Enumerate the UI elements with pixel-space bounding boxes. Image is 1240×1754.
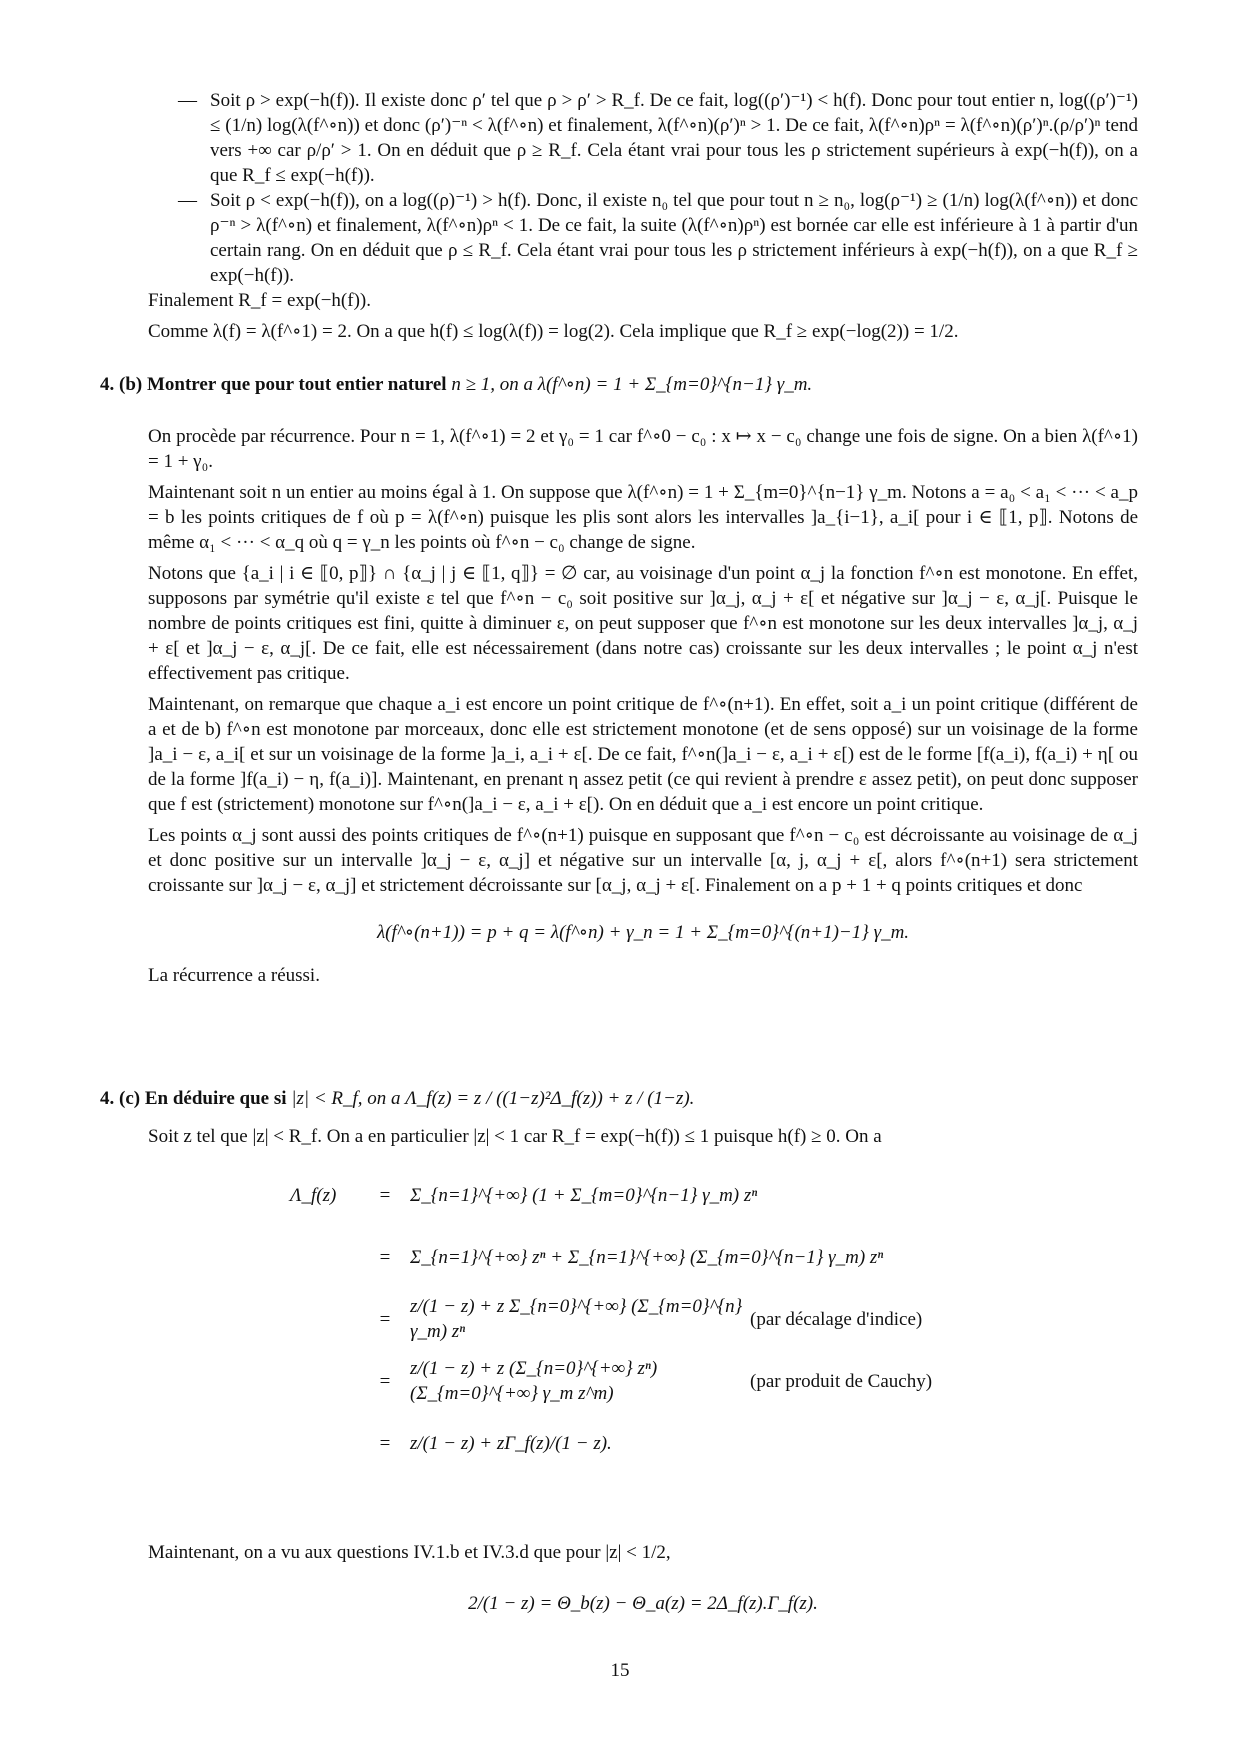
bullet-item-1 — [148, 88, 1138, 188]
equation-row-3 — [290, 1288, 1050, 1350]
equation-row-1 — [290, 1164, 1050, 1226]
bullet-text: Soit ρ > exp(−h(f)). Il existe donc ρ′ tel que ρ > ρ′ > R_f. De ce fait, log((ρ′)⁻¹) < h(f). Donc pour tout entier n, log((ρ′)⁻¹) ≤ (1/n) log(λ(f^∘n)) et donc (ρ′)⁻ⁿ < λ(f^∘n) et finalement, λ(f^∘n)(ρ′)ⁿ > 1. De ce fait, λ(f^∘n)ρⁿ = λ(f^∘n)(ρ′)ⁿ.(ρ/ρ′)ⁿ tend vers +∞ car ρ/ρ′ > 1. On en déduit que ρ ≥ R_f. Cela étant vrai pour tous les ρ strictement supérieurs à exp(−h(f)), on a que R_f ≤ exp(−h(f)). — [210, 90, 1138, 186]
display-equation-c: 2/(1 − z) = Θ_b(z) − Θ_a(z) = 2Δ_f(z).Γ_f(z). — [468, 1593, 818, 1614]
paragraph-b1: On procède par récurrence. Pour n = 1, λ(f^∘1) = 2 et γ₀ = 1 car f^∘0 − c₀ : x ↦ x − c₀ change une fois de signe. On a bien λ(f^∘1) = 1 + γ₀. — [148, 426, 1138, 472]
heading-4c-text: 4. (c) En déduire que si — [100, 1088, 287, 1109]
heading-4b-text: 4. (b) Montrer que pour tout entier naturel — [100, 374, 447, 395]
section-4c-conclusion — [148, 1540, 1138, 1634]
bullet-text: Soit ρ < exp(−h(f)), on a log((ρ)⁻¹) > h(f). Donc, il existe n₀ tel que pour tout n ≥ n₀, log(ρ⁻¹) ≥ (1/n) log(λ(f^∘n)) et donc ρ⁻ⁿ > λ(f^∘n) et finalement, λ(f^∘n)ρⁿ < 1. De ce fait, la suite (λ(f^∘n)ρⁿ) est bornée car elle est inférieure à 1 à partir d'un certain rang. On en déduit que ρ ≤ R_f. Cela étant vrai pour tous les ρ strictement inférieurs à exp(−h(f)), on a que R_f ≥ exp(−h(f)). — [210, 190, 1138, 286]
heading-4b-math: n ≥ 1, on a λ(f^∘n) = 1 + Σ_{m=0}^{n−1} γ_m. — [451, 374, 813, 395]
bullet-item-2 — [148, 188, 1138, 288]
bullet-dash: — — [178, 90, 197, 111]
paragraph-b3: Notons que {a_i | i ∈ ⟦0, p⟧} ∩ {α_j | j ∈ ⟦1, q⟧} = ∅ car, au voisinage d'un point α_j la fonction f^∘n est monotone. En effet, supposons par symétrie qu'il existe ε tel que f^∘n − c₀ soit positive sur ]α_j, α_j + ε[ et négative sur ]α_j − ε, α_j[. Puisque le nombre de points critiques est fini, quitte à diminuer ε, on peut supposer que f^∘n est monotone sur les deux intervalles ]α_j, α_j + ε[ et ]α_j − ε, α_j[. De ce fait, elle est nécessairement (dans notre cas) croissante sur les deux intervalles ; le point α_j n'est effectivement pas critique. — [148, 563, 1138, 684]
aligned-equation — [290, 1164, 1050, 1474]
heading-4c — [100, 1086, 1140, 1111]
equation-note: (par décalage d'indice) — [750, 1308, 923, 1330]
comme-line: Comme λ(f) = λ(f^∘1) = 2. On a que h(f) ≤ log(λ(f)) = log(2). Cela implique que R_f ≥ exp(−log(2)) = 1/2. — [148, 321, 959, 342]
display-equation-b: λ(f^∘(n+1)) = p + q = λ(f^∘n) + γ_n = 1 + Σ_{m=0}^{(n+1)−1} γ_m. — [376, 922, 910, 943]
equation-lhs: Λ_f(z) — [290, 1184, 337, 1206]
paragraph-c2: Maintenant, on a vu aux questions IV.1.b et IV.3.d que pour |z| < 1/2, — [148, 1542, 671, 1563]
paragraph-b5: Les points α_j sont aussi des points critiques de f^∘(n+1) puisque en supposant que f^∘n − c₀ est décroissante au voisinage de α_j et donc positive sur un intervalle ]α_j − ε, α_j] et négative sur un intervalle [α, j, α_j + ε[, alors f^∘(n+1) sera strictement croissante sur ]α_j − ε, α_j] et strictement décroissante sur [α_j, α_j + ε[. Finalement on a p + 1 + q points critiques et donc — [148, 825, 1138, 896]
bullet-list — [148, 88, 1138, 344]
section-4c-intro — [148, 1124, 1138, 1149]
paragraph-b2: Maintenant soit n un entier au moins égal à 1. On suppose que λ(f^∘n) = 1 + Σ_{m=0}^{n−1} γ_m. Notons a = a₀ < a₁ < ··· < a_p = b les points critiques de f où p = λ(f^∘n) puisque les plis sont alors les intervalles ]a_{i−1}, a_i[ pour i ∈ ⟦1, p⟧. Notons de même α₁ < ··· < α_q où q = γ_n les points où f^∘n − c₀ change de signe. — [148, 482, 1138, 553]
equation-row-5 — [290, 1412, 1050, 1474]
equation-rhs: z/(1 − z) + zΓ_f(z)/(1 − z). — [410, 1432, 612, 1454]
equation-note: (par produit de Cauchy) — [750, 1370, 933, 1392]
paragraph-c1: Soit z tel que |z| < R_f. On a en particulier |z| < 1 car R_f = exp(−h(f)) ≤ 1 puisque h(f) ≥ 0. On a — [148, 1126, 882, 1147]
equation-rhs: Σ_{n=1}^{+∞} (1 + Σ_{m=0}^{n−1} γ_m) zⁿ — [410, 1184, 758, 1206]
equation-relation: = — [379, 1246, 391, 1268]
equation-relation: = — [379, 1308, 391, 1330]
page-number: 15 — [610, 1660, 630, 1681]
equation-relation: = — [379, 1184, 391, 1206]
equation-rhs: z/(1 − z) + z Σ_{n=0}^{+∞} (Σ_{m=0}^{n} γ_m) zⁿ — [410, 1296, 743, 1342]
recurrence-line: La récurrence a réussi. — [148, 965, 320, 986]
heading-4b — [100, 372, 1140, 397]
finalement-line: Finalement R_f = exp(−h(f)). — [148, 290, 371, 311]
equation-row-4 — [290, 1350, 1050, 1412]
equation-row-2 — [290, 1226, 1050, 1288]
equation-rhs: Σ_{n=1}^{+∞} zⁿ + Σ_{n=1}^{+∞} (Σ_{m=0}^{n−1} γ_m) zⁿ — [410, 1246, 884, 1268]
section-4b-body — [148, 424, 1138, 988]
equation-relation: = — [379, 1432, 391, 1454]
paragraph-b4: Maintenant, on remarque que chaque a_i est encore un point critique de f^∘(n+1). En effet, soit a_i un point critique (différent de a et de b) f^∘n est monotone par morceaux, donc elle est strictement monotone (et de sens opposé) sur un voisinage de la forme ]a_i − ε, a_i[ et sur un voisinage de la forme ]a_i, a_i + ε[. De ce fait, f^∘n(]a_i − ε, a_i + ε[) est de le forme [f(a_i), f(a_i) + η[ ou de la forme ]f(a_i) − η, f(a_i)]. Maintenant, en prenant η assez petit (ce qui revient à prendre ε assez petit), on peut donc supposer que f est (strictement) monotone sur f^∘n(]a_i − ε, a_i + ε[). On en déduit que a_i est encore un point critique. — [148, 694, 1138, 815]
bullet-dash: — — [178, 190, 197, 211]
heading-4c-math: |z| < R_f, on a Λ_f(z) = z / ((1−z)²Δ_f(z)) + z / (1−z). — [291, 1088, 695, 1109]
equation-relation: = — [379, 1370, 391, 1392]
equation-rhs: z/(1 − z) + z (Σ_{n=0}^{+∞} zⁿ) (Σ_{m=0}^{+∞} γ_m z^m) — [410, 1358, 658, 1404]
